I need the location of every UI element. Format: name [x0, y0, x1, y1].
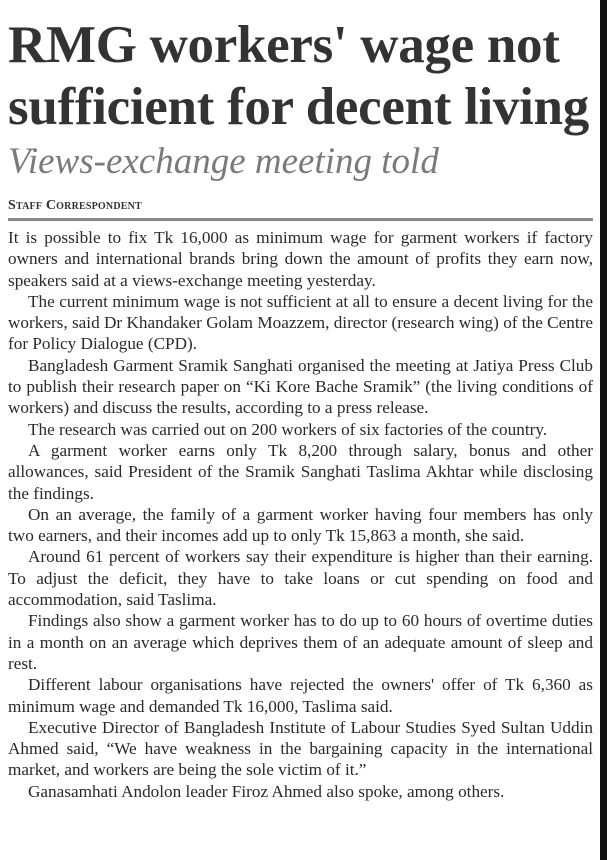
paragraph: Executive Director of Bangladesh Institute of Labour Studies Syed Sultan Uddin Ahmed said, “We have weakness in the bargaining capacity in the international market, and workers are being the sole victim of it.”: [8, 717, 593, 780]
paragraph: The research was carried out on 200 workers of six factories of the country.: [28, 419, 548, 439]
paragraph: A garment worker earns only Tk 8,200 through salary, bonus and other allowances, said President of the Sramik Sanghati Taslima Akhtar while disclosing the findings.: [8, 440, 593, 503]
paragraph: Around 61 percent of workers say their expenditure is higher than their earning. To adjust the deficit, they have to take loans or cut spending on food and accommodation, said Taslima.: [8, 547, 593, 610]
paragraph: Ganasamhati Andolon leader Firoz Ahmed also spoke, among others.: [28, 781, 505, 801]
paragraph: It is possible to fix Tk 16,000 as minimum wage for garment workers if factory owners and international brands bring down the amount of profits they earn now, speakers said at a views-exchange meeting yesterday.: [8, 228, 593, 290]
byline: Staff Correspondent: [8, 198, 142, 213]
paragraph: Bangladesh Garment Sramik Sanghati organised the meeting at Jatiya Press Club to publish their research paper on “Ki Kore Bache Sramik” (the living conditions of workers) and discuss the results, according to a press release.: [8, 355, 593, 418]
subheadline: Views-exchange meeting told: [8, 141, 439, 182]
paragraph: On an average, the family of a garment worker having four members has only two earners, and their incomes add up to only Tk 15,863 a month, she said.: [8, 504, 593, 546]
article-body: [8, 227, 593, 802]
paragraph: Different labour organisations have rejected the owners' offer of Tk 6,360 as minimum wage and demanded Tk 16,000, Taslima said.: [8, 675, 593, 716]
paragraph: The current minimum wage is not sufficient at all to ensure a decent living for the workers, said Dr Khandaker Golam Moazzem, director (research wing) of the Centre for Policy Dialogue (CPD).: [8, 291, 593, 354]
byline-divider: [8, 218, 593, 221]
headline: RMG workers' wage not sufficient for decent living: [8, 16, 589, 136]
scan-edge: [600, 0, 607, 860]
news-article: [8, 0, 593, 802]
paragraph: Findings also show a garment worker has to do up to 60 hours of overtime duties in a month on an average which deprives them of an adequate amount of sleep and rest.: [8, 611, 593, 673]
